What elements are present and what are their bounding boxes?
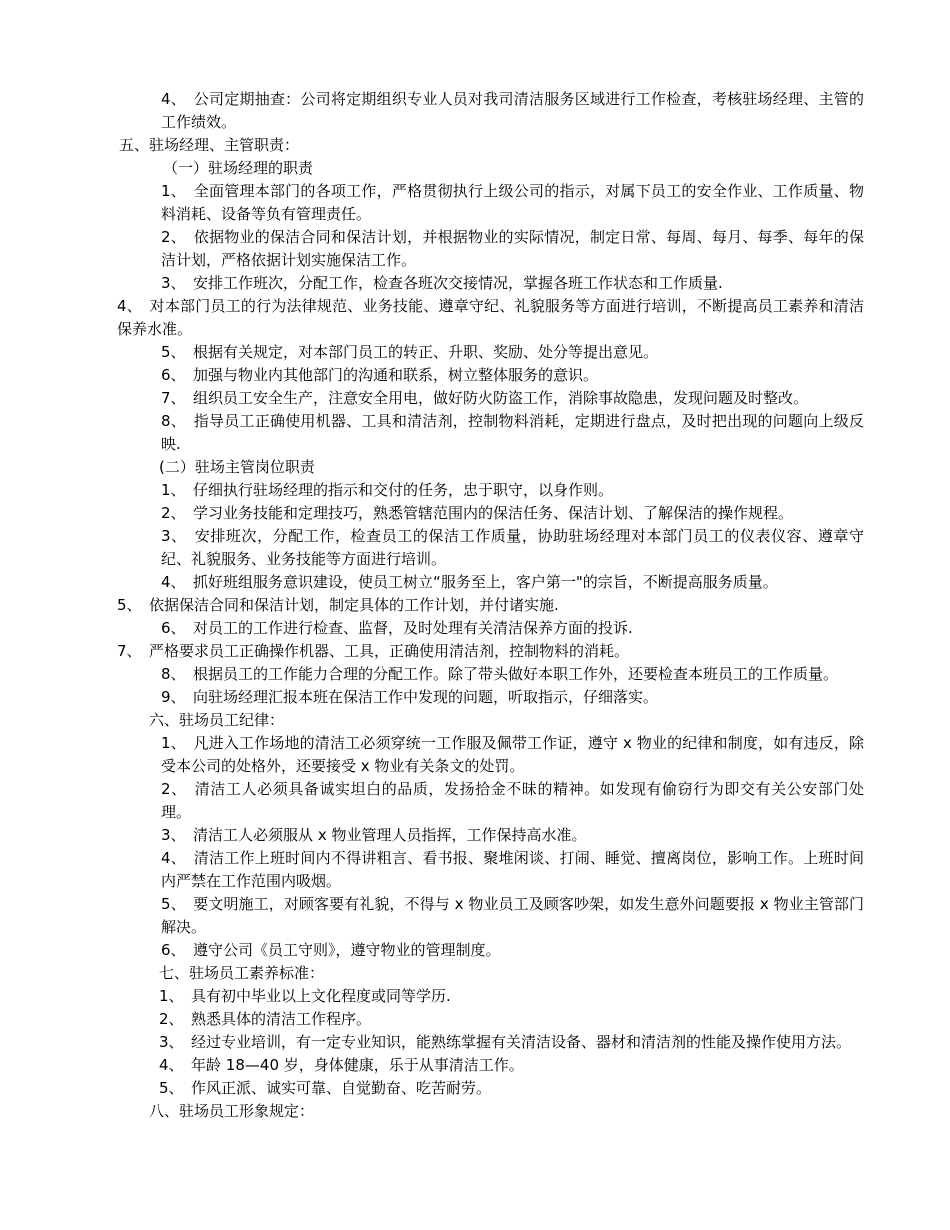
paragraph: 2、 依据物业的保洁合同和保洁计划，并根据物业的实际情况，制定日常、每周、每月、每季、每年的保洁计划，严格依据计划实施保洁工作。 [161, 228, 864, 269]
paragraph: 4、 抓好班组服务意识建设，使员工树立“服务至上，客户第一"的宗旨，不断提高服务质量。 [161, 573, 778, 591]
paragraph: 1、 具有初中毕业以上文化程度或同等学历. [159, 987, 451, 1005]
paragraph: (二）驻场主管岗位职责 [159, 458, 315, 476]
paragraph: 4、 对本部门员工的行为法律规范、业务技能、遵章守纪、礼貌服务等方面进行培训，不断提高员工素养和清洁保养水准。 [117, 297, 864, 338]
paragraph: 6、 遵守公司《员工守则》，遵守物业的管理制度。 [161, 941, 501, 959]
paragraph: 5、 依据保洁合同和保洁计划，制定具体的工作计划，并付诸实施. [117, 596, 559, 614]
paragraph: 1、 凡进入工作场地的清洁工必须穿统一工作服及佩带工作证，遵守 x 物业的纪律和制度，如有违反，除受本公司的处格外，还要接受 x 物业有关条文的处罚。 [161, 734, 864, 775]
paragraph: 1、 仔细执行驻场经理的指示和交付的任务，忠于职守，以身作则。 [161, 481, 614, 499]
paragraph: 4、 公司定期抽查：公司将定期组织专业人员对我司清洁服务区域进行工作检查，考核驻场经理、主管的工作绩效。 [161, 90, 864, 131]
paragraph: 3、 安排班次，分配工作，检查员工的保洁工作质量，协助驻场经理对本部门员工的仪表仪容、遵章守纪、礼貌服务、业务技能等方面进行培训。 [161, 527, 864, 568]
paragraph: 4、 年龄 18—40 岁，身体健康，乐于从事清洁工作。 [159, 1056, 524, 1074]
paragraph: 4、 清洁工作上班时间内不得讲粗言、看书报、聚堆闲谈、打闹、睡觉、擅离岗位，影响工作。上班时间内严禁在工作范围内吸烟。 [161, 849, 864, 890]
paragraph: 五、驻场经理、主管职责： [119, 136, 300, 154]
paragraph: 八、驻场员工形象规定： [149, 1102, 315, 1120]
paragraph: （一）驻场经理的职责 [163, 159, 314, 177]
paragraph: 2、 学习业务技能和定理技巧，熟悉管辖范围内的保洁任务、保洁计划、了解保洁的操作规程。 [161, 504, 794, 522]
paragraph: 8、 指导员工正确使用机器、工具和清洁剂，控制物料消耗，定期进行盘点，及时把出现的问题向上级反映. [161, 412, 864, 453]
paragraph: 六、驻场员工纪律： [149, 711, 285, 729]
paragraph: 3、 安排工作班次，分配工作，检查各班次交接情况，掌握各班工作状态和工作质量. [161, 274, 723, 292]
paragraph: 1、 全面管理本部门的各项工作，严格贯彻执行上级公司的指示，对属下员工的安全作业、工作质量、物料消耗、设备等负有管理责任。 [161, 182, 864, 223]
paragraph: 6、 对员工的工作进行检查、监督，及时处理有关清洁保养方面的投诉. [161, 619, 633, 637]
paragraph: 3、 经过专业培训，有一定专业知识，能熟练掌握有关清洁设备、器材和清洁剂的性能及操作使用方法。 [159, 1033, 852, 1051]
paragraph: 3、 清洁工人必须服从 x 物业管理人员指挥，工作保持高水准。 [161, 826, 587, 844]
paragraph: 2、 清洁工人必须具备诚实坦白的品质，发扬拾金不昧的精神。如发现有偷窃行为即交有关公安部门处理。 [161, 780, 864, 821]
paragraph: 5、 作风正派、诚实可靠、自觉勤奋、吃苦耐劳。 [159, 1079, 492, 1097]
paragraph: 七、驻场员工素养标准： [159, 964, 325, 982]
paragraph: 2、 熟悉具体的清洁工作程序。 [159, 1010, 372, 1028]
paragraph: 7、 组织员工安全生产，注意安全用电，做好防火防盗工作，消除事故隐患，发现问题及时整改。 [161, 389, 809, 407]
paragraph: 6、 加强与物业内其他部门的沟通和联系，树立整体服务的意识。 [161, 366, 599, 384]
paragraph: 5、 要文明施工，对顾客要有礼貌，不得与 x 物业员工及顾客吵架，如发生意外问题要报 x 物业主管部门解决。 [161, 895, 864, 936]
document-body [89, 88, 864, 1123]
paragraph: 9、 向驻场经理汇报本班在保洁工作中发现的问题，听取指示，仔细落实。 [161, 688, 659, 706]
paragraph: 7、 严格要求员工正确操作机器、工具，正确使用清洁剂，控制物料的消耗。 [117, 642, 630, 660]
paragraph: 5、 根据有关规定，对本部门员工的转正、升职、奖励、处分等提出意见。 [161, 343, 659, 361]
paragraph: 8、 根据员工的工作能力合理的分配工作。除了带头做好本职工作外，还要检查本班员工的工作质量。 [161, 665, 839, 683]
